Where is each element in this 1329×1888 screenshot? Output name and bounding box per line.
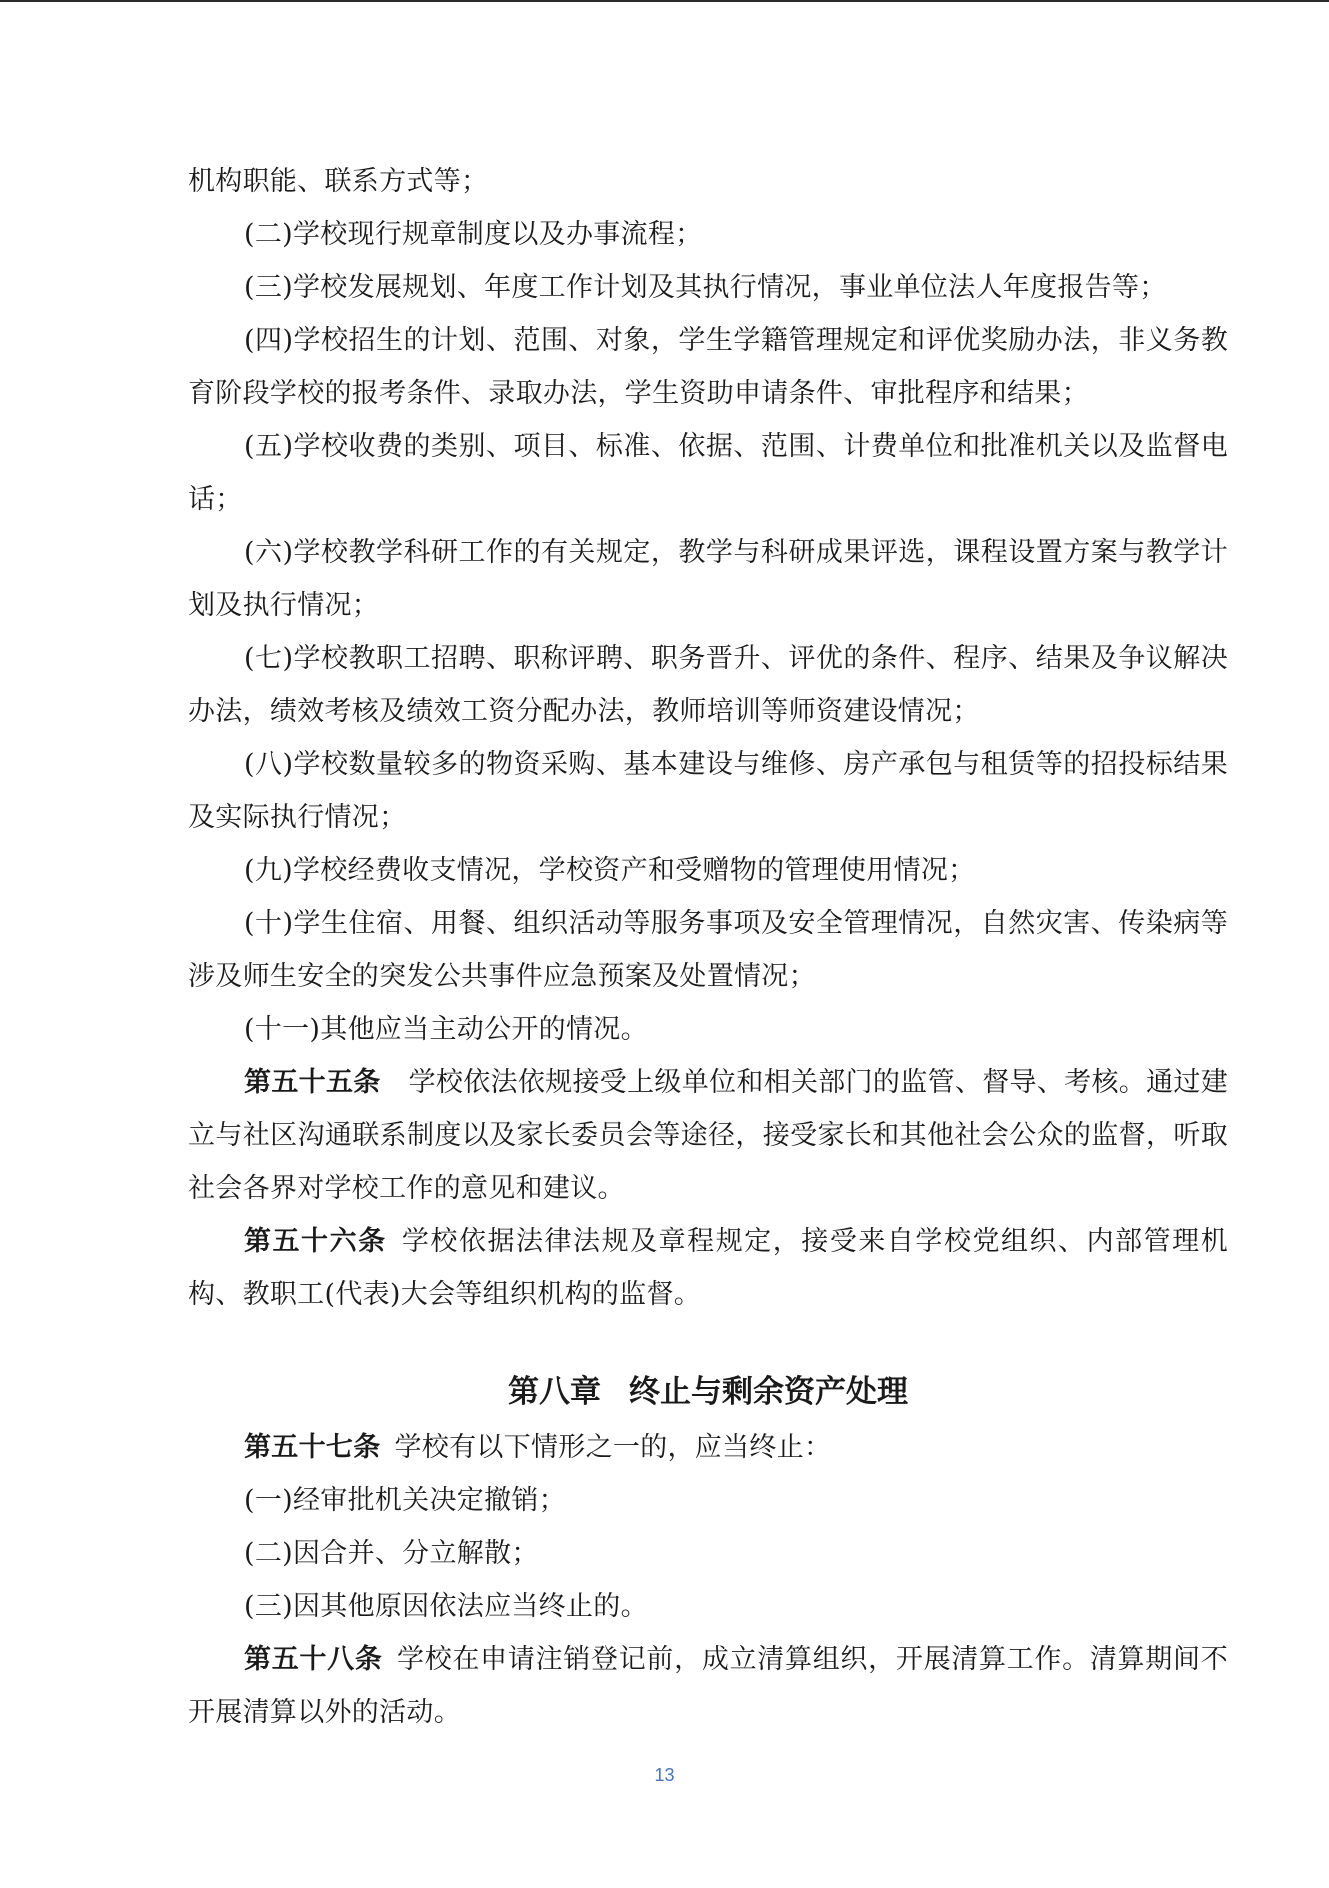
page-number: 13	[654, 1765, 675, 1785]
list-item: (四)学校招生的计划、范围、对象，学生学籍管理规定和评优奖励办法，非义务教育阶段学校的报考条件、录取办法，学生资助申请条件、审批程序和结果；	[188, 325, 1228, 409]
list-item: (八)学校数量较多的物资采购、基本建设与维修、房产承包与租赁等的招投标结果及实际执行情况；	[188, 749, 1228, 833]
list-item: (十一)其他应当主动公开的情况。	[244, 1014, 648, 1045]
article-58	[188, 1633, 1228, 1739]
list-item: (一)经审批机关决定撤销；	[244, 1485, 566, 1516]
list-item: (三)因其他原因依法应当终止的。	[244, 1591, 648, 1622]
list-item: (十)学生住宿、用餐、组织活动等服务事项及安全管理情况，自然灾害、传染病等涉及师生安全的突发公共事件应急预案及处置情况；	[188, 908, 1228, 992]
termination-items-list	[188, 1474, 1228, 1633]
article-number: 第五十五条	[244, 1067, 381, 1098]
chapter-number: 第八章	[508, 1374, 601, 1410]
list-item: (五)学校收费的类别、项目、标准、依据、范围、计费单位和批准机关以及监督电话；	[188, 431, 1228, 515]
article-57	[188, 1421, 1228, 1474]
article-55	[188, 1056, 1228, 1215]
top-border-line	[0, 0, 1329, 2]
list-item: (九)学校经费收支情况，学校资产和受赠物的管理使用情况；	[244, 855, 976, 886]
article-text: 学校依法依规接受上级单位和相关部门的监管、督导、考核。通过建立与社区沟通联系制度以及家长委员会等途径，接受家长和其他社会公众的监督，听取社会各界对学校工作的意见和建议。	[188, 1067, 1229, 1204]
chapter-heading	[188, 1363, 1228, 1421]
article-text: 学校在申请注销登记前，成立清算组织，开展清算工作。清算期间不开展清算以外的活动。	[188, 1644, 1229, 1728]
list-item: (二)因合并、分立解散；	[244, 1538, 539, 1569]
list-item: 机构职能、联系方式等；	[188, 166, 489, 197]
article-number: 第五十七条	[244, 1432, 381, 1463]
disclosure-items-list	[188, 155, 1228, 1056]
list-item: (六)学校教学科研工作的有关规定，教学与科研成果评选，课程设置方案与教学计划及执行情况；	[188, 537, 1228, 621]
article-number: 第五十六条	[244, 1226, 387, 1257]
article-text: 学校依据法律法规及章程规定，接受来自学校党组织、内部管理机构、教职工(代表)大会等组织机构的监督。	[188, 1226, 1229, 1310]
article-text: 学校有以下情形之一的，应当终止：	[394, 1432, 832, 1463]
list-item: (二)学校现行规章制度以及办事流程；	[244, 219, 703, 250]
list-item: (七)学校教职工招聘、职称评聘、职务晋升、评优的条件、程序、结果及争议解决办法，绩效考核及绩效工资分配办法，教师培训等师资建设情况；	[188, 643, 1228, 727]
article-number: 第五十八条	[244, 1644, 383, 1675]
article-56	[188, 1215, 1228, 1321]
chapter-title-text: 终止与剩余资产处理	[629, 1374, 908, 1410]
document-body	[188, 155, 1228, 1739]
list-item: (三)学校发展规划、年度工作计划及其执行情况，事业单位法人年度报告等；	[244, 272, 1167, 303]
